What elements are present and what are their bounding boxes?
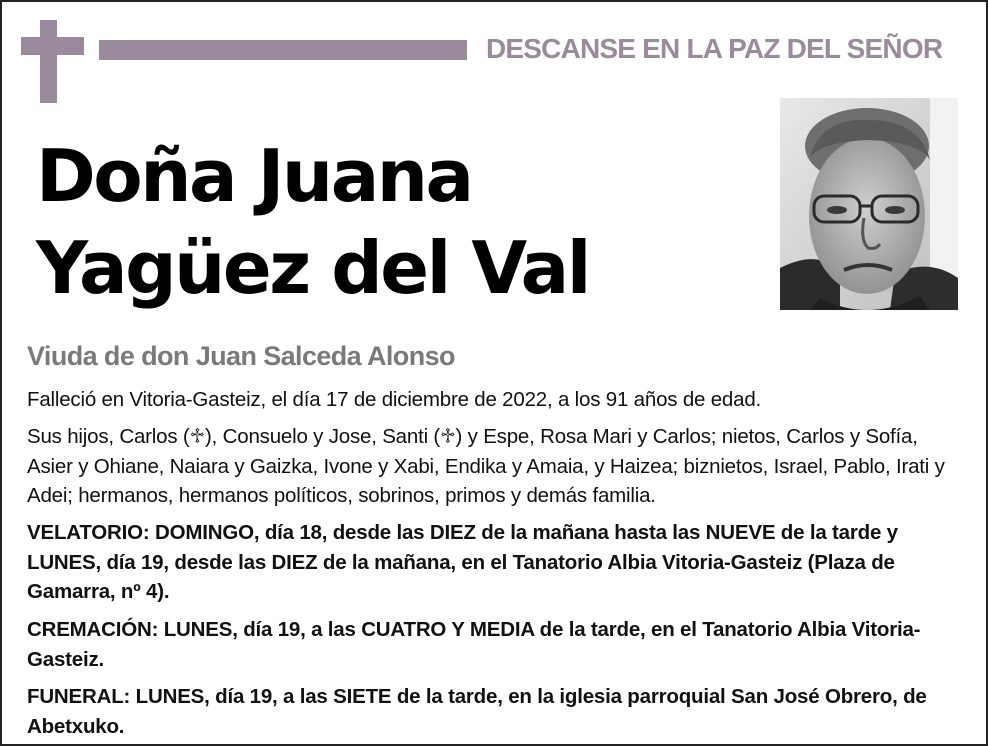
deceased-name-line1: Doña Juana xyxy=(36,134,472,218)
cremacion-text: CREMACIÓN: LUNES, día 19, a las CUATRO Y MEDIA de la tarde, en el Tanatorio Albia Vitoria-Gasteiz. xyxy=(27,618,921,671)
cross-vertical-bar xyxy=(40,20,57,103)
page-heading: DESCANSE EN LA PAZ DEL SEÑOR xyxy=(486,33,943,64)
portrait-illustration xyxy=(780,98,958,310)
deceased-name-line2: Yagüez del Val xyxy=(36,226,589,310)
death-notice-text: Falleció en Vitoria-Gasteiz, el día 17 de diciembre de 2022, a los 91 años de edad. xyxy=(27,388,762,411)
cross-horizontal-bar xyxy=(21,37,84,55)
header-band xyxy=(99,40,467,60)
portrait-photo xyxy=(780,98,958,310)
funeral-text: FUNERAL: LUNES, día 19, a las SIETE de la tarde, en la iglesia parroquial San José Obrero, de Abetxuko. xyxy=(27,685,927,738)
family-list-text: Sus hijos, Carlos (♱), Consuelo y Jose, Santi (♱) y Espe, Rosa Mari y Carlos; nietos, Carlos y Sofía, Asier y Ohiane, Naiara y Gaizka, Ivone y Xabi, Endika y Amaia, y Haizea; biznietos, Israel, Pablo, Irati y Adei; hermanos, hermanos políticos, sobrinos, primos y demás familia. xyxy=(27,425,945,507)
velatorio-text: VELATORIO: DOMINGO, día 18, desde las DIEZ de la mañana hasta las NUEVE de la tarde y LUNES, día 19, desde las DIEZ de la mañana, en el Tanatorio Albia Vitoria-Gasteiz (Plaza de Gamarra, nº 4). xyxy=(27,521,898,603)
subtitle-widow: Viuda de don Juan Salceda Alonso xyxy=(27,341,455,371)
